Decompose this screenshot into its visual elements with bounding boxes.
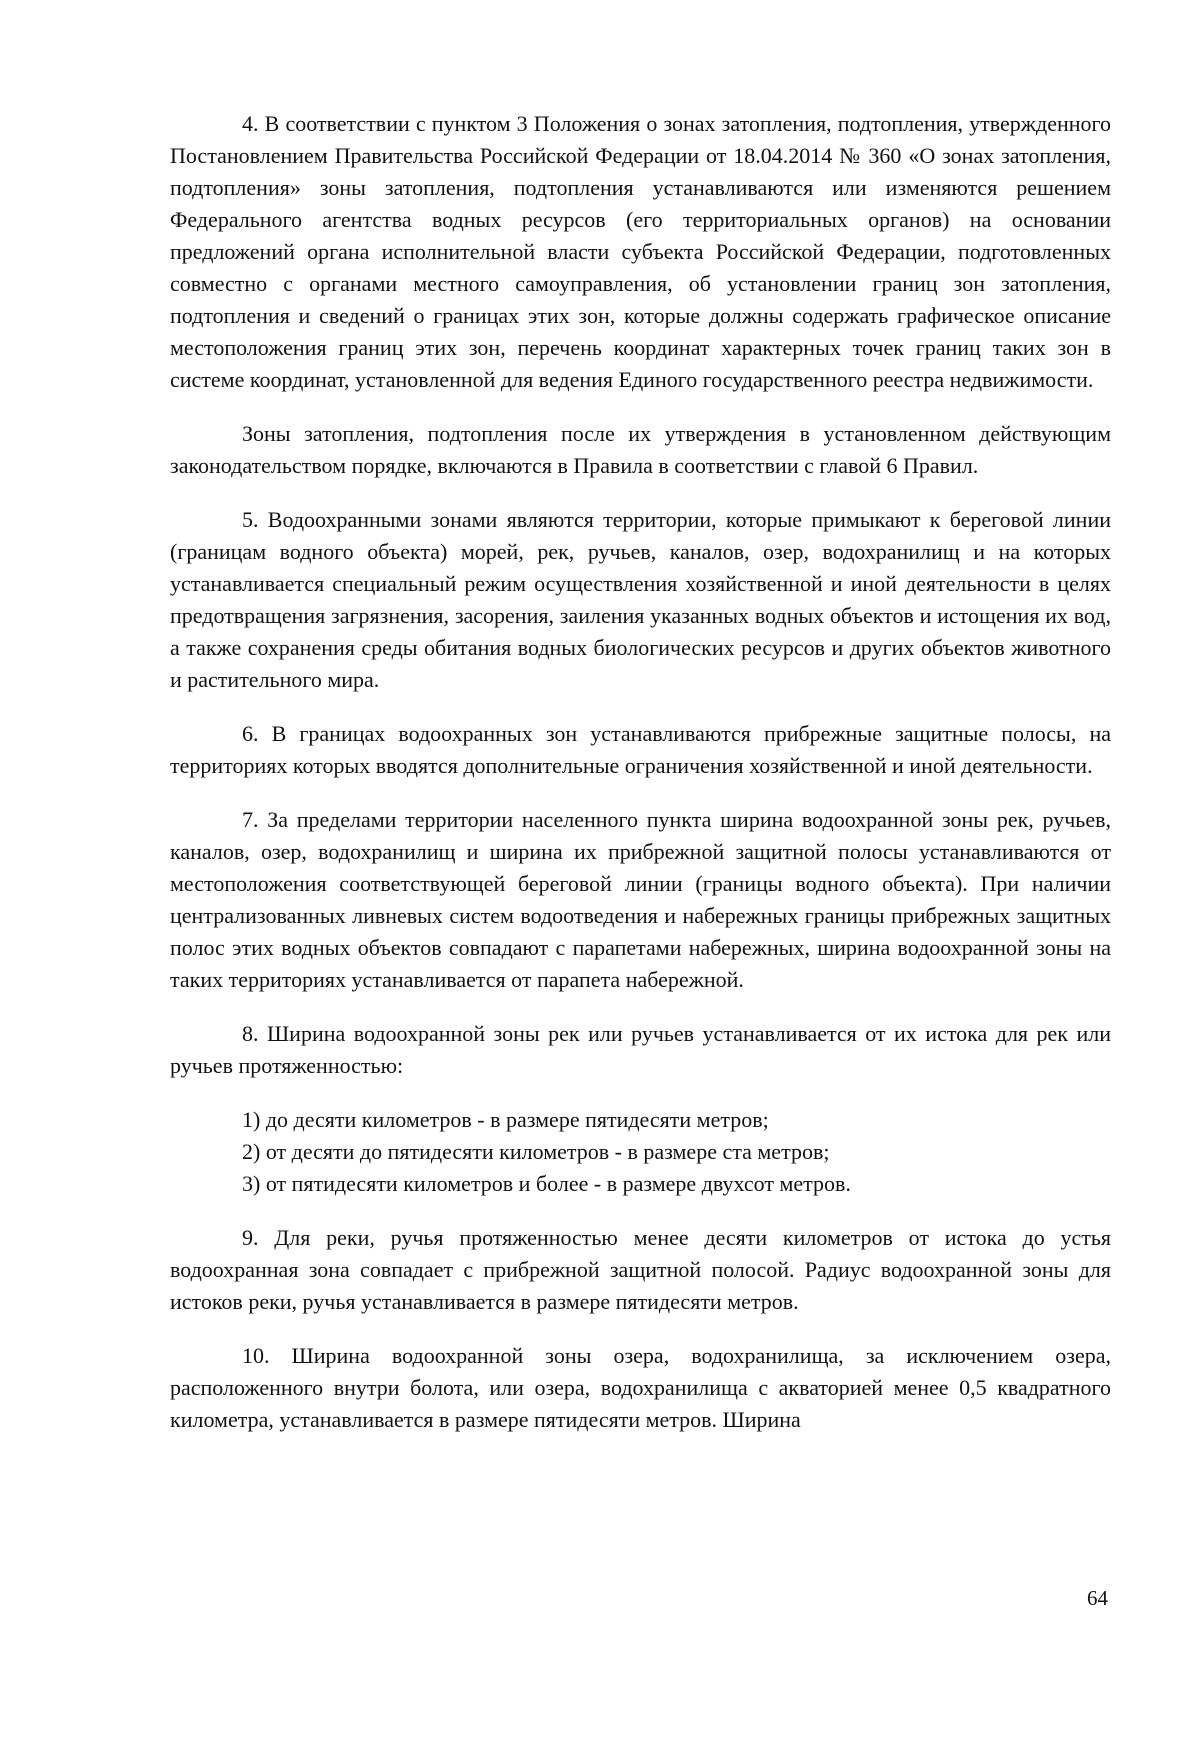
- paragraph-7: 7. За пределами территории населенного пункта ширина водоохранной зоны рек, ручьев, каналов, озер, водохранилищ и ширина их прибрежной защитной полосы устанавливаются от местоположения соответствующей береговой линии (границы водного объекта). При наличии централизованных ливневых систем водоотведения и набережных границы прибрежных защитных полос этих водных объектов совпадают с парапетами набережных, ширина водоохранной зоны на таких территориях устанавливается от парапета набережной.: [170, 807, 1111, 992]
- paragraph-8: 8. Ширина водоохранной зоны рек или ручьев устанавливается от их истока для рек или ручьев протяженностью:: [170, 1021, 1111, 1078]
- page-body: [170, 108, 1111, 1436]
- paragraph-flood-zones: Зоны затопления, подтопления после их утверждения в установленном действующим законодательством порядке, включаются в Правила в соответствии с главой 6 Правил.: [170, 421, 1111, 478]
- list-item: 2) от десяти до пятидесяти километров - в размере ста метров;: [242, 1139, 830, 1164]
- paragraph-10: 10. Ширина водоохранной зоны озера, водохранилища, за исключением озера, расположенного внутри болота, или озера, водохранилища с акваторией менее 0,5 квадратного километра, устанавливается в размере пятидесяти метров. Ширина: [170, 1343, 1111, 1432]
- paragraph-6: 6. В границах водоохранных зон устанавливаются прибрежные защитные полосы, на территориях которых вводятся дополнительные ограничения хозяйственной и иной деятельности.: [170, 721, 1111, 778]
- width-list: [170, 1104, 1111, 1200]
- page-number: 64: [1087, 1586, 1108, 1610]
- paragraph-4: 4. В соответствии с пунктом 3 Положения о зонах затопления, подтопления, утвержденного Постановлением Правительства Российской Федерации от 18.04.2014 № 360 «О зонах затопления, подтопления» зоны затопления, подтопления устанавливаются или изменяются решением Федерального агентства водных ресурсов (его территориальных органов) на основании предложений органа исполнительной власти субъекта Российской Федерации, подготовленных совместно с органами местного самоуправления, об установлении границ зон затопления, подтопления и сведений о границах этих зон, которые должны содержать графическое описание местоположения границ этих зон, перечень координат характерных точек границ таких зон в системе координат, установленной для ведения Единого государственного реестра недвижимости.: [170, 111, 1111, 392]
- paragraph-9: 9. Для реки, ручья протяженностью менее десяти километров от истока до устья водоохранная зона совпадает с прибрежной защитной полосой. Радиус водоохранной зоны для истоков реки, ручья устанавливается в размере пятидесяти метров.: [170, 1225, 1111, 1314]
- list-item: 1) до десяти километров - в размере пятидесяти метров;: [242, 1107, 769, 1132]
- list-item: 3) от пятидесяти километров и более - в размере двухсот метров.: [242, 1171, 851, 1196]
- paragraph-5: 5. Водоохранными зонами являются территории, которые примыкают к береговой линии (границам водного объекта) морей, рек, ручьев, каналов, озер, водохранилищ и на которых устанавливается специальный режим осуществления хозяйственной и иной деятельности в целях предотвращения загрязнения, засорения, заиления указанных водных объектов и истощения их вод, а также сохранения среды обитания водных биологических ресурсов и других объектов животного и растительного мира.: [170, 507, 1111, 692]
